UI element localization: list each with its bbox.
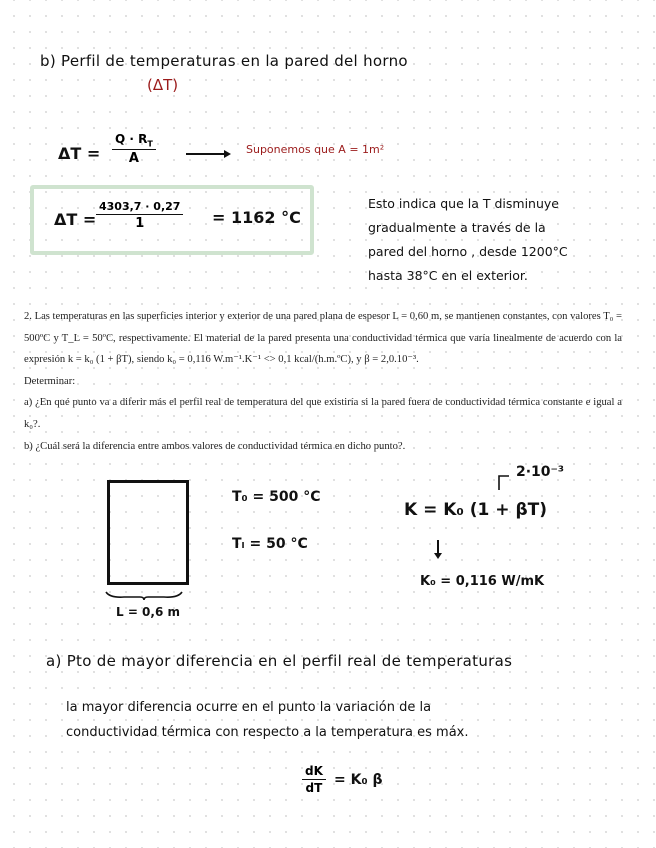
conductivity-expression: K = K₀ (1 + βT) [404,500,548,520]
formula-denominator: A [128,151,139,167]
formula-fraction [112,132,156,166]
arrow-down-icon [434,553,442,559]
boxed-formula-lhs: ΔT = [54,210,97,229]
wall-sketch [107,480,189,585]
t0-label: T₀ = 500 °C [232,489,321,505]
problem-statement [24,306,622,457]
thickness-brace-icon [104,590,184,600]
section-b-title: b) Perfil de temperaturas en la pared del horno [40,52,408,70]
explanation-line-4: hasta 38°C en el exterior. [368,268,528,283]
explanation-block [368,192,568,288]
formula-numerator-subscript: T [147,139,153,149]
arrow-right-icon [224,150,231,158]
section-a-line-1: la mayor diferencia ocurre en el punto la variación de la [66,700,432,715]
formula-lhs: ΔT = [58,144,101,163]
derivative-rhs: = K₀ β [334,772,383,788]
thickness-label: L = 0,6 m [116,605,180,619]
boxed-result: = 1162 °C [212,208,301,227]
formula-numerator-text: Q · R [115,132,148,146]
derivative-numerator: dK [302,764,326,780]
problem-paragraph-2: Determinar: [24,375,76,387]
arrow-right-line [186,153,226,155]
bracket-arrow-icon [497,474,511,490]
tl-label: Tₗ = 50 °C [232,536,308,552]
beta-value: 2·10⁻³ [516,464,565,480]
explanation-line-1: Esto indica que la T disminuye [368,196,559,211]
boxed-numerator: 4303,7 · 0,27 [96,200,183,215]
section-a-title: a) Pto de mayor diferencia en el perfil real de temperaturas [46,652,513,670]
problem-paragraph-4: b) ¿Cuál será la diferencia entre ambos valores de conductividad térmica en dicho punto?. [24,440,406,452]
boxed-fraction [96,200,183,231]
assumption-note: Suponemos que A = 1m² [246,143,385,156]
section-a-line-2: conductividad térmica con respecto a la temperatura es máx. [66,725,469,740]
derivative-fraction [302,764,326,795]
delta-t-heading: (ΔT) [147,76,179,94]
derivative-denominator: dT [305,781,323,795]
problem-paragraph-1: 2. Las temperaturas en las superficies interior y exterior de una pared plana de espesor L = 0,60 m, se mantienen constantes, con valores T₀ = 500ºC y T_L = 50ºC, respectivamente. El material de la pared presenta una conductividad térmica que varía linealmente de acuerdo con la expresión k = k₀ (1 + βT), siendo k₀ = 0,116 W.m⁻¹.K⁻¹ <> 0,1 kcal/(h.m.ºC), y β = 2,0.10⁻³. [24,311,622,366]
explanation-line-2: gradualmente a través de la [368,220,546,235]
explanation-line-3: pared del horno , desde 1200°C [368,244,568,259]
k0-value: K₀ = 0,116 W/mK [420,574,545,589]
formula-numerator [112,132,156,150]
boxed-denominator: 1 [135,216,145,231]
problem-paragraph-3: a) ¿En qué punto va a diferir más el perfil real de temperatura del que existiría si la pared fuera de conductividad térmica constante e igual a k₀?. [24,397,622,430]
